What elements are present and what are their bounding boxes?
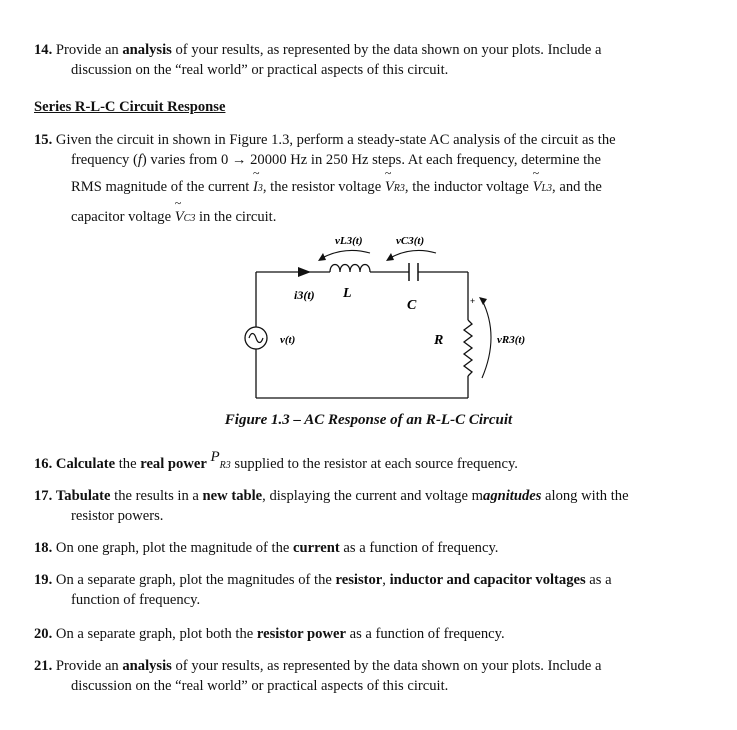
q18-number: 18. (34, 540, 53, 556)
q16-text-2: supplied to the resistor at each source frequency. (230, 456, 518, 472)
tilde-mark: ~ (532, 166, 540, 180)
vr-label: vR3(t) (497, 334, 526, 346)
q15-line-3b: , the resistor voltage (262, 179, 385, 195)
q20-number: 20. (34, 626, 53, 642)
question-17 (34, 487, 722, 526)
current-arrow (298, 267, 311, 277)
q15-line-3c: , the inductor voltage (404, 179, 533, 195)
vl-subscript: L3 (541, 183, 553, 194)
vc-label: vC3(t) (396, 235, 425, 247)
question-16 (34, 449, 722, 476)
q21-analysis: analysis (122, 658, 172, 674)
question-20 (34, 625, 722, 645)
resistor-zigzag (464, 320, 472, 376)
q15-line-1: Given the circuit in shown in Figure 1.3, perform a steady-state AC analysis of the circuit as the (52, 132, 616, 148)
vc-arrow (390, 250, 436, 258)
q17-text-3: along with the (541, 488, 629, 504)
vl-arrow (322, 250, 370, 258)
current-symbol: I (252, 179, 258, 195)
q15-line-3d: , and the (552, 179, 602, 195)
q19-continuation: function of frequency. (71, 591, 201, 608)
q19-text: On a separate graph, plot the magnitudes of the (52, 572, 336, 588)
voltage-symbol: V (384, 179, 394, 195)
capacitor-label: C (407, 298, 417, 313)
q19-number: 19. (34, 572, 53, 588)
vc-subscript: C3 (183, 212, 196, 224)
q17-magnitudes: agnitudes (483, 488, 542, 504)
q15-line-4b: in the circuit. (195, 208, 277, 225)
plus-sign: + (470, 296, 476, 306)
tilde-mark: ~ (174, 195, 182, 210)
q21-text-2: of your results, as represented by the data shown on your plots. Include a (171, 658, 602, 674)
current-label: i3(t) (294, 288, 315, 302)
vl-label: vL3(t) (335, 235, 363, 247)
tilde-mark: ~ (384, 166, 392, 180)
inductor-label: L (343, 286, 352, 301)
q16-text: the (115, 456, 141, 472)
q15-number: 15. (34, 132, 53, 148)
question-21 (34, 657, 722, 696)
q18-current: current (293, 540, 340, 556)
section-heading: Series R-L-C Circuit Response (34, 99, 226, 115)
q20-text-2: as a function of frequency. (345, 626, 505, 642)
resistor-label: R (434, 333, 444, 348)
q17-new-table: new table (202, 488, 263, 504)
vr-arrow (482, 300, 491, 378)
q20-resistor-power: resistor power (256, 626, 346, 642)
source-label: v(t) (280, 334, 296, 346)
current-subscript: 3 (257, 183, 263, 194)
q21-number: 21. (34, 658, 53, 674)
q17-text-2: , displaying the current and voltage m (262, 488, 484, 504)
vr-arrowhead (479, 297, 487, 305)
q15-line-4a: capacitor voltage (71, 208, 175, 225)
q14-text-2: of your results, as represented by the data shown on your plots. Include a (171, 42, 602, 58)
q21-continuation: discussion on the “real world” or practical aspects of this circuit. (71, 677, 449, 694)
q17-tabulate: Tabulate (55, 488, 111, 504)
q16-real-power: real power (140, 456, 207, 472)
q18-text: On one graph, plot the magnitude of the (52, 540, 293, 556)
q20-text: On a separate graph, plot both the (52, 626, 257, 642)
q16-number: 16. (34, 456, 53, 472)
q17-continuation: resistor powers. (71, 507, 164, 524)
q19-comma: , (382, 572, 390, 588)
vr-subscript: R3 (393, 183, 405, 194)
q15-f: f (137, 151, 142, 168)
q14-continuation: discussion on the “real world” or practical aspects of this circuit. (71, 61, 449, 78)
q19-text-2: as a (585, 572, 612, 588)
power-symbol: P (210, 449, 220, 465)
voltage-symbol: V (174, 208, 184, 225)
voltage-symbol: V (532, 179, 542, 195)
q19-resistor: resistor (335, 572, 383, 588)
q17-number: 17. (34, 488, 53, 504)
q15-line-2b: ) varies from 0 → 20000 Hz in 250 Hz steps. At each frequency, determine the (141, 151, 601, 168)
question-19 (34, 571, 722, 610)
q17-text: the results in a (110, 488, 203, 504)
figure-caption: Figure 1.3 – AC Response of an R-L-C Circuit (224, 412, 513, 428)
tilde-mark: ~ (252, 166, 260, 180)
q14-analysis: analysis (122, 42, 172, 58)
q19-voltages: inductor and capacitor voltages (389, 572, 586, 588)
power-subscript: R3 (219, 460, 231, 471)
q21-text: Provide an (52, 658, 123, 674)
q16-calculate: Calculate (55, 456, 116, 472)
q18-text-2: as a function of frequency. (339, 540, 499, 556)
q15-line-3a: RMS magnitude of the current (71, 179, 253, 195)
q14-number: 14. (34, 42, 53, 58)
q14-text: Provide an (52, 42, 123, 58)
question-18 (34, 539, 722, 559)
inductor-coil (330, 265, 370, 273)
q15-line-2a: frequency ( (71, 151, 138, 168)
